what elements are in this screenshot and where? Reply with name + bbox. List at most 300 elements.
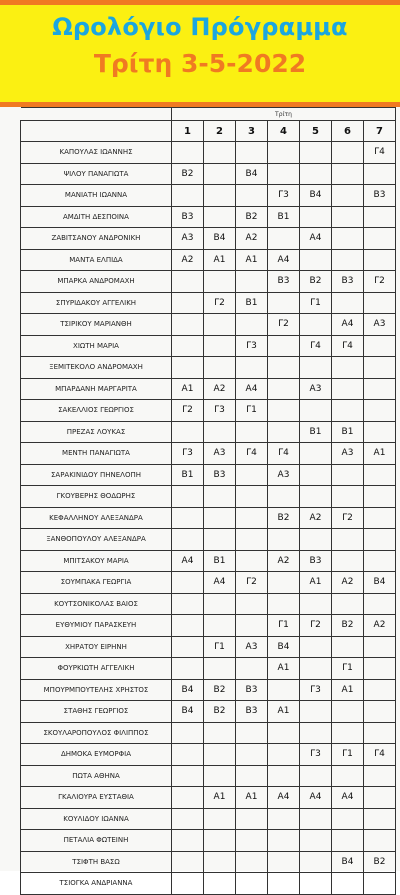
class-cell: Α1 [204, 249, 236, 271]
class-cell [332, 357, 364, 379]
table-row [21, 335, 396, 357]
class-cell: Β3 [300, 550, 332, 572]
class-cell [172, 335, 204, 357]
class-cell: Β3 [236, 701, 268, 723]
class-cell [204, 851, 236, 873]
class-cell: Α2 [236, 228, 268, 250]
class-cell [268, 142, 300, 164]
class-cell: Α4 [204, 572, 236, 594]
class-cell [268, 378, 300, 400]
class-cell [364, 873, 396, 895]
teacher-name: ΣΚΟΥΛΑΡΟΠΟΥΛΟΣ ΦΙΛΙΠΠΟΣ [21, 722, 172, 744]
teacher-name: ΑΜΔΙΤΗ ΔΕΣΠΟΙΝΑ [21, 206, 172, 228]
class-cell [204, 185, 236, 207]
class-cell [172, 830, 204, 852]
class-cell [300, 722, 332, 744]
class-cell [300, 443, 332, 465]
class-cell [332, 206, 364, 228]
period-header: 6 [332, 121, 364, 142]
class-cell [300, 593, 332, 615]
class-cell [268, 400, 300, 422]
class-cell [332, 185, 364, 207]
table-row [21, 486, 396, 508]
class-cell: Γ2 [172, 400, 204, 422]
period-header: 1 [172, 121, 204, 142]
class-cell: Α4 [236, 378, 268, 400]
class-cell [332, 249, 364, 271]
class-cell: Γ4 [268, 443, 300, 465]
teacher-name: ΓΚΑΛΙΟΥΡΑ ΕΥΣΤΑΘΙΑ [21, 787, 172, 809]
class-cell: Α4 [332, 314, 364, 336]
class-cell: Α3 [364, 314, 396, 336]
class-cell: Γ2 [268, 314, 300, 336]
class-cell [268, 421, 300, 443]
class-cell [204, 722, 236, 744]
class-cell: Γ3 [268, 185, 300, 207]
class-cell [364, 679, 396, 701]
teacher-name: ΣΟΥΜΠΑΚΑ ΓΕΩΡΓΙΑ [21, 572, 172, 594]
class-cell: Α1 [300, 572, 332, 594]
schedule-sheet [0, 107, 400, 888]
class-cell [300, 529, 332, 551]
class-cell [364, 228, 396, 250]
class-cell [236, 507, 268, 529]
schedule-date: Τρίτη 3-5-2022 [93, 49, 307, 78]
class-cell: Γ3 [204, 400, 236, 422]
class-cell [236, 421, 268, 443]
table-row [21, 228, 396, 250]
class-cell [364, 378, 396, 400]
table-row [21, 185, 396, 207]
class-cell: Γ4 [364, 744, 396, 766]
class-cell [236, 550, 268, 572]
class-cell: Β4 [332, 851, 364, 873]
class-cell: Β1 [204, 550, 236, 572]
class-cell [300, 636, 332, 658]
class-cell [172, 572, 204, 594]
teacher-name: ΚΑΠΟΥΛΑΣ ΙΩΑΝΝΗΣ [21, 142, 172, 164]
class-cell [236, 765, 268, 787]
class-cell [236, 615, 268, 637]
class-cell: Β4 [300, 185, 332, 207]
class-cell [332, 808, 364, 830]
schedule-body [21, 142, 396, 895]
class-cell [172, 185, 204, 207]
class-cell: Α1 [172, 378, 204, 400]
class-cell [172, 357, 204, 379]
class-cell [172, 507, 204, 529]
table-row [21, 679, 396, 701]
teacher-name: ΔΗΜΟΚΑ ΕΥΜΟΡΦΙΑ [21, 744, 172, 766]
class-cell [236, 486, 268, 508]
class-cell [364, 529, 396, 551]
class-cell [364, 658, 396, 680]
class-cell [268, 335, 300, 357]
class-cell [204, 765, 236, 787]
class-cell [332, 593, 364, 615]
teacher-name: ΨΙΛΟΥ ΠΑΝΑΓΙΩΤΑ [21, 163, 172, 185]
class-cell [236, 658, 268, 680]
class-cell [300, 357, 332, 379]
class-cell [332, 873, 364, 895]
class-cell [172, 314, 204, 336]
teacher-name: ΚΟΥΛΙΔΟΥ ΙΩΑΝΝΑ [21, 808, 172, 830]
class-cell [364, 400, 396, 422]
teacher-name: ΧΗΡΑΤΟΥ ΕΙΡΗΝΗ [21, 636, 172, 658]
class-cell [332, 529, 364, 551]
class-cell: Α2 [204, 378, 236, 400]
table-row [21, 701, 396, 723]
page-title: Ωρολόγιο Πρόγραμμα [52, 13, 348, 41]
table-row [21, 593, 396, 615]
class-cell [300, 701, 332, 723]
class-cell: Β2 [364, 851, 396, 873]
class-cell [204, 830, 236, 852]
class-cell [268, 679, 300, 701]
class-cell [204, 357, 236, 379]
class-cell [364, 486, 396, 508]
class-cell: Β2 [300, 271, 332, 293]
class-cell [364, 787, 396, 809]
class-cell [332, 142, 364, 164]
class-cell [236, 529, 268, 551]
table-row [21, 357, 396, 379]
class-cell: Β2 [236, 206, 268, 228]
class-cell [364, 206, 396, 228]
teacher-name: ΚΟΥΤΣΟΝΙΚΟΛΑΣ ΒΑΙΟΣ [21, 593, 172, 615]
class-cell: Β1 [268, 206, 300, 228]
class-cell: Β3 [236, 679, 268, 701]
table-row [21, 464, 396, 486]
class-cell [364, 507, 396, 529]
teacher-name: ΣΠΥΡΙΔΑΚΟΥ ΑΓΓΕΛΙΚΗ [21, 292, 172, 314]
class-cell: Β2 [268, 507, 300, 529]
teacher-name: ΤΣΙΦΤΗ ΒΑΣΩ [21, 851, 172, 873]
class-cell [332, 292, 364, 314]
class-cell: Γ2 [300, 615, 332, 637]
period-header: 3 [236, 121, 268, 142]
class-cell: Α3 [172, 228, 204, 250]
teacher-name: ΜΑΝΙΑΤΗ ΙΩΑΝΝΑ [21, 185, 172, 207]
class-cell [300, 486, 332, 508]
class-cell [236, 593, 268, 615]
teacher-name: ΣΤΑΘΗΣ ΓΕΩΡΓΙΟΣ [21, 701, 172, 723]
class-cell: Α4 [332, 787, 364, 809]
table-row [21, 722, 396, 744]
class-cell [332, 701, 364, 723]
name-column-header [21, 121, 172, 142]
class-cell: Β3 [332, 271, 364, 293]
class-cell: Γ4 [236, 443, 268, 465]
class-cell: Α1 [268, 701, 300, 723]
class-cell: Β2 [172, 163, 204, 185]
class-cell: Β3 [268, 271, 300, 293]
class-cell: Γ3 [236, 335, 268, 357]
table-row [21, 206, 396, 228]
table-row [21, 658, 396, 680]
table-row [21, 400, 396, 422]
class-cell [236, 357, 268, 379]
class-cell [204, 615, 236, 637]
table-row [21, 507, 396, 529]
class-cell [332, 722, 364, 744]
table-row [21, 314, 396, 336]
class-cell: Γ3 [300, 744, 332, 766]
table-row [21, 421, 396, 443]
class-cell [268, 873, 300, 895]
class-cell: Γ2 [204, 292, 236, 314]
class-cell: Β2 [332, 615, 364, 637]
class-cell [204, 808, 236, 830]
class-cell: Γ1 [268, 615, 300, 637]
class-cell [364, 636, 396, 658]
table-row [21, 292, 396, 314]
class-cell: Α4 [268, 249, 300, 271]
class-cell [236, 142, 268, 164]
class-cell: Α2 [172, 249, 204, 271]
class-cell [172, 873, 204, 895]
class-cell [268, 357, 300, 379]
teacher-name: ΚΕΦΑΛΛΗΝΟΥ ΑΛΕΞΑΝΔΡΑ [21, 507, 172, 529]
class-cell [268, 744, 300, 766]
class-cell [364, 249, 396, 271]
schedule-table [20, 107, 396, 895]
class-cell: Γ4 [300, 335, 332, 357]
class-cell: Β4 [204, 228, 236, 250]
class-cell [268, 228, 300, 250]
class-cell [268, 765, 300, 787]
class-cell: Γ3 [172, 443, 204, 465]
class-cell: Γ1 [300, 292, 332, 314]
teacher-name: ΞΕΜΙΤΕΚΟΛΟ ΑΝΔΡΟΜΑΧΗ [21, 357, 172, 379]
class-cell [204, 314, 236, 336]
class-cell: Α2 [332, 572, 364, 594]
class-cell: Β4 [364, 572, 396, 594]
table-row [21, 873, 396, 895]
class-cell: Α4 [300, 228, 332, 250]
class-cell [236, 808, 268, 830]
class-cell [268, 486, 300, 508]
teacher-name: ΜΠΑΡΔΑΝΗ ΜΑΡΓΑΡΙΤΑ [21, 378, 172, 400]
class-cell [300, 830, 332, 852]
class-cell [300, 400, 332, 422]
class-cell [204, 744, 236, 766]
class-cell [172, 593, 204, 615]
teacher-name: ΣΑΡΑΚΙΝΙΔΟΥ ΠΗΝΕΛΟΠΗ [21, 464, 172, 486]
class-cell [204, 163, 236, 185]
class-cell [236, 744, 268, 766]
class-cell [172, 421, 204, 443]
class-cell: Γ2 [364, 271, 396, 293]
class-cell: Α4 [300, 787, 332, 809]
class-cell: Α3 [268, 464, 300, 486]
table-row [21, 851, 396, 873]
class-cell [268, 163, 300, 185]
class-cell: Β4 [268, 636, 300, 658]
day-header-row [21, 108, 396, 121]
class-cell [364, 357, 396, 379]
teacher-name: ΖΑΒΙΤΣΑΝΟΥ ΑΝΔΡΟΝΙΚΗ [21, 228, 172, 250]
class-cell [204, 873, 236, 895]
class-cell [172, 808, 204, 830]
class-cell: Β4 [236, 163, 268, 185]
class-cell [172, 658, 204, 680]
class-cell: Α2 [300, 507, 332, 529]
class-cell [364, 722, 396, 744]
class-cell: Α1 [268, 658, 300, 680]
class-cell [268, 830, 300, 852]
class-cell: Β1 [172, 464, 204, 486]
class-cell: Α1 [236, 787, 268, 809]
class-cell [268, 593, 300, 615]
class-cell [300, 765, 332, 787]
teacher-name: ΕΥΘΥΜΙΟΥ ΠΑΡΑΣΚΕΥΗ [21, 615, 172, 637]
table-row [21, 830, 396, 852]
class-cell: Γ1 [236, 400, 268, 422]
table-row [21, 787, 396, 809]
class-cell: Β3 [172, 206, 204, 228]
class-cell [172, 529, 204, 551]
class-cell [268, 572, 300, 594]
class-cell [172, 787, 204, 809]
class-cell [172, 765, 204, 787]
class-cell [268, 722, 300, 744]
teacher-name: ΜΠΟΥΡΜΠΟΥΤΕΛΗΣ ΧΡΗΣΤΟΣ [21, 679, 172, 701]
class-cell: Α3 [204, 443, 236, 465]
class-cell [236, 271, 268, 293]
class-cell [332, 830, 364, 852]
class-cell [204, 335, 236, 357]
class-cell [364, 550, 396, 572]
period-header: 2 [204, 121, 236, 142]
class-cell [204, 658, 236, 680]
class-cell [268, 808, 300, 830]
class-cell [236, 873, 268, 895]
class-cell: Α1 [204, 787, 236, 809]
class-cell: Α1 [364, 443, 396, 465]
table-row [21, 744, 396, 766]
table-row [21, 636, 396, 658]
table-row [21, 615, 396, 637]
teacher-name: ΜΠΑΡΚΑ ΑΝΔΡΟΜΑΧΗ [21, 271, 172, 293]
class-cell: Β3 [364, 185, 396, 207]
class-cell: Γ3 [300, 679, 332, 701]
corner-blank [21, 108, 172, 121]
teacher-name: ΧΙΩΤΗ ΜΑΡΙΑ [21, 335, 172, 357]
class-cell [204, 271, 236, 293]
teacher-name: ΠΡΕΖΑΣ ΛΟΥΚΑΣ [21, 421, 172, 443]
class-cell [364, 830, 396, 852]
class-cell [300, 163, 332, 185]
class-cell [364, 808, 396, 830]
class-cell [300, 249, 332, 271]
class-cell [268, 292, 300, 314]
class-cell: Α4 [268, 787, 300, 809]
teacher-name: ΠΕΤΑΛΙΑ ΦΩΤΕΙΝΗ [21, 830, 172, 852]
class-cell [172, 636, 204, 658]
class-cell: Β4 [172, 701, 204, 723]
class-cell [332, 400, 364, 422]
class-cell [300, 851, 332, 873]
class-cell: Α3 [300, 378, 332, 400]
table-row [21, 550, 396, 572]
class-cell: Γ1 [332, 658, 364, 680]
class-cell [332, 163, 364, 185]
class-cell [332, 636, 364, 658]
class-cell: Β4 [172, 679, 204, 701]
class-cell [300, 142, 332, 164]
class-cell: Α3 [236, 636, 268, 658]
period-header: 7 [364, 121, 396, 142]
teacher-name: ΞΑΝΘΟΠΟΥΛΟΥ ΑΛΕΞΑΝΔΡΑ [21, 529, 172, 551]
class-cell: Α1 [236, 249, 268, 271]
teacher-name: ΤΣΙΟΓΚΑ ΑΝΔΡΙΑΝΝΑ [21, 873, 172, 895]
class-cell [300, 314, 332, 336]
table-row [21, 529, 396, 551]
class-cell [172, 271, 204, 293]
period-header-row [21, 121, 396, 142]
class-cell [172, 615, 204, 637]
table-row [21, 163, 396, 185]
class-cell [364, 163, 396, 185]
class-cell: Β2 [204, 701, 236, 723]
class-cell [332, 228, 364, 250]
class-cell: Γ4 [364, 142, 396, 164]
table-row [21, 443, 396, 465]
teacher-name: ΜΑΝΤΑ ΕΛΠΙΔΑ [21, 249, 172, 271]
class-cell: Γ2 [236, 572, 268, 594]
class-cell: Β1 [300, 421, 332, 443]
class-cell [236, 830, 268, 852]
class-cell [204, 593, 236, 615]
table-row [21, 808, 396, 830]
class-cell [332, 464, 364, 486]
class-cell [172, 722, 204, 744]
class-cell [300, 206, 332, 228]
class-cell [236, 464, 268, 486]
class-cell [236, 722, 268, 744]
class-cell [364, 421, 396, 443]
class-cell: Γ2 [332, 507, 364, 529]
class-cell [364, 765, 396, 787]
class-cell: Α3 [332, 443, 364, 465]
class-cell [204, 206, 236, 228]
class-cell [172, 486, 204, 508]
teacher-name: ΤΣΙΡΙΚΟΥ ΜΑΡΙΑΝΘΗ [21, 314, 172, 336]
table-row [21, 271, 396, 293]
class-cell [204, 142, 236, 164]
class-cell: Β3 [204, 464, 236, 486]
teacher-name: ΦΟΥΡΚΙΩΤΗ ΑΓΓΕΛΙΚΗ [21, 658, 172, 680]
teacher-name: ΣΑΚΕΛΛΙΟΣ ΓΕΩΡΓΙΟΣ [21, 400, 172, 422]
class-cell [364, 593, 396, 615]
table-row [21, 765, 396, 787]
table-row [21, 249, 396, 271]
class-cell: Β1 [236, 292, 268, 314]
class-cell [332, 765, 364, 787]
class-cell: Β1 [332, 421, 364, 443]
class-cell [332, 550, 364, 572]
teacher-name: ΜΠΙΤΣΑΚΟΥ ΜΑΡΙΑ [21, 550, 172, 572]
teacher-name: ΠΩΤΑ ΑΘΗΝΑ [21, 765, 172, 787]
table-row [21, 378, 396, 400]
class-cell [364, 701, 396, 723]
class-cell: Γ4 [332, 335, 364, 357]
class-cell [236, 185, 268, 207]
period-header: 5 [300, 121, 332, 142]
header-banner [0, 5, 400, 107]
class-cell: Β2 [204, 679, 236, 701]
